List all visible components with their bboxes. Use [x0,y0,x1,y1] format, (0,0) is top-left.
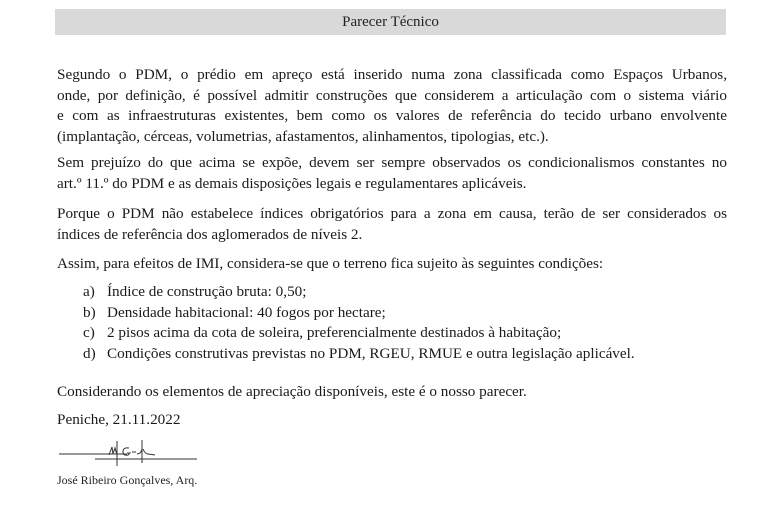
condition-item-a [83,282,635,303]
paragraph-line: Porque o PDM não estabelece índices obrigatórios para a zona em causa, terão de ser considerados os [57,205,727,222]
closing-statement [57,382,727,403]
condition-item-c [83,323,635,344]
condition-text: Índice de construção bruta: 0,50; [107,283,307,300]
paragraph-line: art.º 11.º do PDM e as demais disposições legais e regulamentares aplicáveis. [57,174,527,192]
list-marker: a) [83,283,95,300]
paragraph-line: Sem prejuízo do que acima se expõe, devem ser sempre observados os condicionalismos constantes no [57,154,727,171]
paragraph-imi-intro [57,254,727,275]
paragraph-constraints [57,153,727,194]
conditions-list [83,282,635,364]
list-marker: b) [83,303,96,321]
signer-name: José Ribeiro Gonçalves, Arq. [57,473,198,487]
condition-item-b [83,303,635,324]
paragraph-line: e com as infraestruturas existentes, bem como os valores de referência do tecido urbano envolvente [57,107,727,124]
paragraph-line: onde, por definição, é possível admitir construções que considerem a articulação com o sistema viário [57,86,727,104]
list-marker: c) [83,324,95,341]
document-title: Parecer Técnico [342,13,439,30]
handwritten-signature-icon [55,432,215,468]
paragraph-line: Assim, para efeitos de IMI, considera-se que o terreno fica sujeito às seguintes condições: [57,255,604,272]
paragraph-line: Segundo o PDM, o prédio em apreço está inserido numa zona classificada como Espaços Urbanos, [57,66,727,83]
place-date [57,410,727,431]
document-title-bar [55,9,726,35]
list-marker: d) [83,344,96,362]
condition-text: Condições construtivas previstas no PDM, RGEU, RMUE e outra legislação aplicável. [107,344,635,362]
paragraph-zoning [57,65,727,147]
condition-item-d [83,344,635,365]
paragraph-line: Considerando os elementos de apreciação disponíveis, este é o nosso parecer. [57,383,527,400]
paragraph-line: índices de referência dos aglomerados de níveis 2. [57,225,363,243]
condition-text: 2 pisos acima da cota de soleira, preferencialmente destinados à habitação; [107,324,562,341]
paragraph-line: (implantação, cérceas, volumetrias, afastamentos, alinhamentos, tipologias, etc.). [57,127,549,145]
paragraph-indices [57,204,727,245]
condition-text: Densidade habitacional: 40 fogos por hectare; [107,303,386,321]
paragraph-line: Peniche, 21.11.2022 [57,411,181,428]
